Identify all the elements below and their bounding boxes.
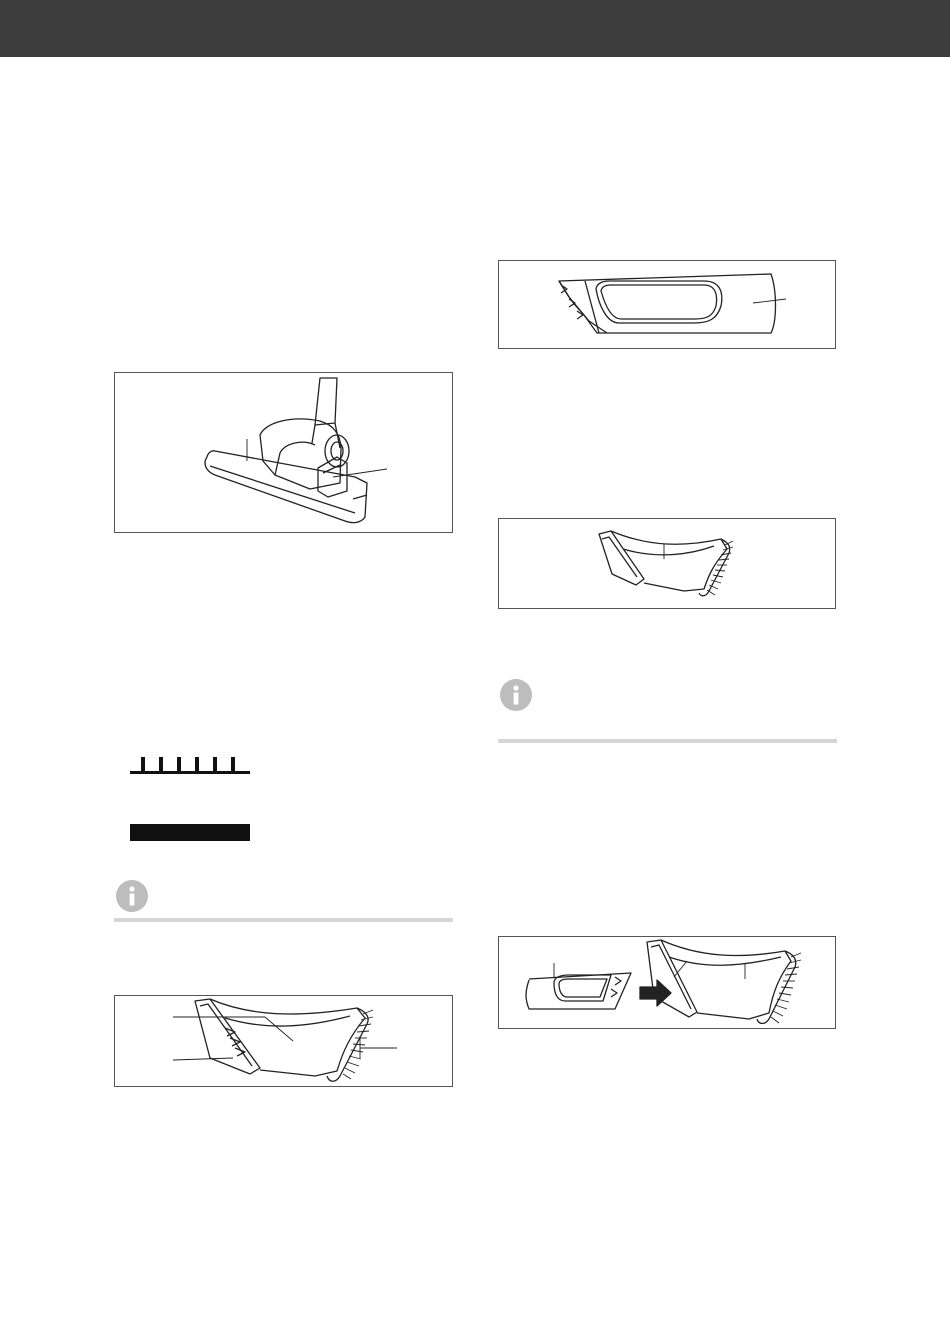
bristles-extended-icon [130, 756, 250, 776]
info-icon [500, 679, 532, 711]
figure-upholstery-brush [498, 518, 836, 609]
floor-brush-icon [115, 373, 454, 534]
info-icon [116, 880, 148, 912]
page-header-bar [0, 0, 950, 57]
upholstery-brush-icon [499, 519, 837, 610]
figure-brush-assembly [498, 936, 836, 1029]
figure-crevice-tool [498, 260, 836, 349]
figure-combination-brush-parts [114, 995, 453, 1087]
bristles-retracted-icon [130, 824, 250, 841]
crevice-tool-icon [499, 261, 837, 350]
figure-floor-nozzle [114, 372, 453, 533]
combination-brush-icon [115, 996, 454, 1088]
assembly-arrow-icon [499, 937, 837, 1030]
info-note-rule [114, 918, 453, 922]
info-note-rule [498, 739, 837, 743]
